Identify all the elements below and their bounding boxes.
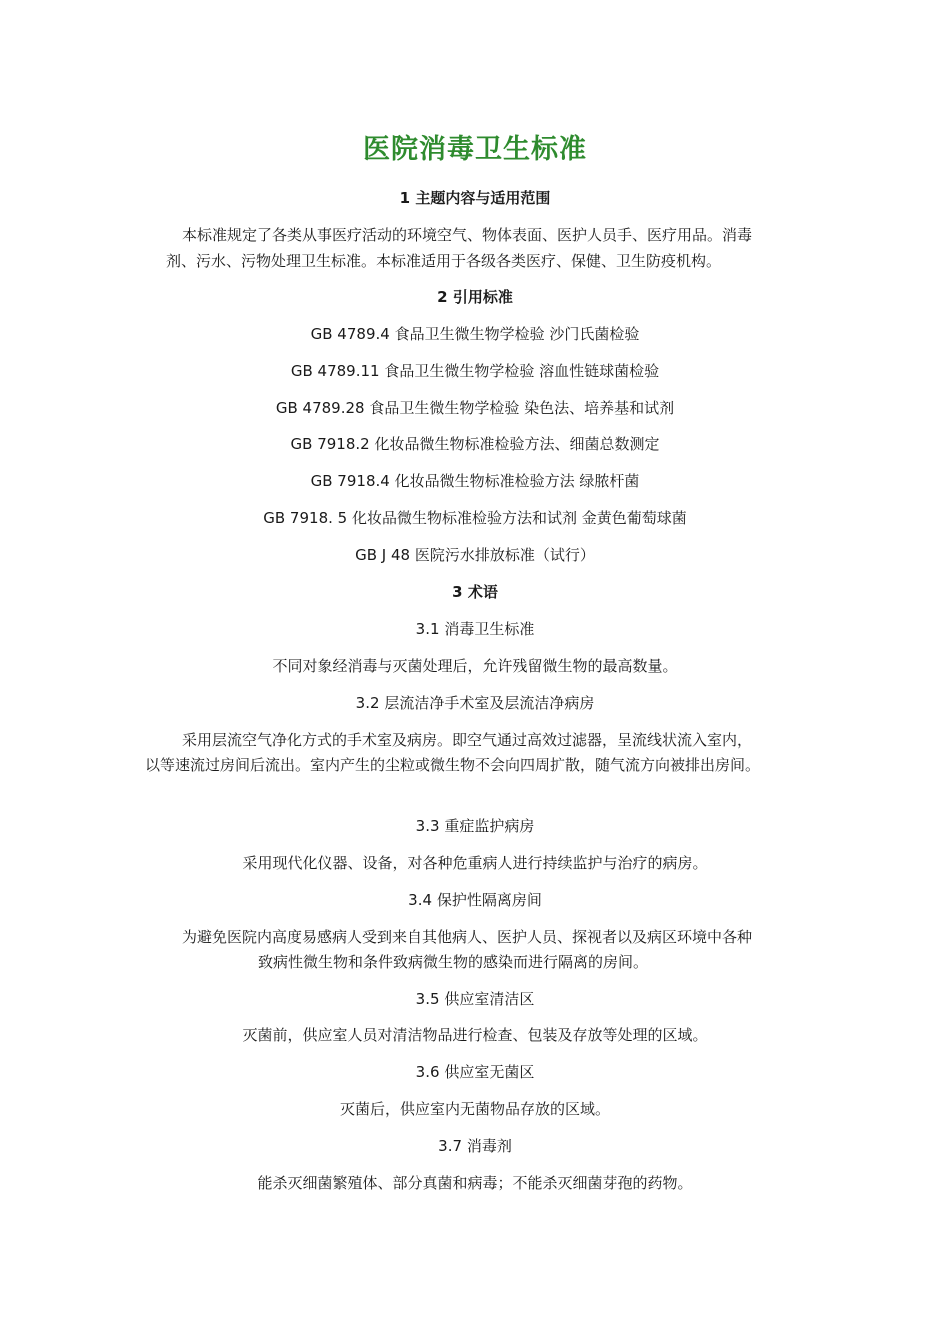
term-definition: 灭菌后，供应室内无菌物品存放的区域。 xyxy=(339,1100,610,1118)
reference-item xyxy=(0,433,950,455)
reference-code: GB 7918. 5 xyxy=(263,509,348,527)
section-1-body-line-1: 本标准规定了各类从事医疗活动的环境空气、物体表面、医护人员手、医疗用品。消毒 xyxy=(182,226,753,244)
reference-text: 化妆品微生物标准检验方法 绿脓杆菌 xyxy=(394,472,640,490)
section-3-heading xyxy=(0,581,950,603)
section-2-heading xyxy=(0,286,950,308)
reference-code: GB 4789.4 xyxy=(310,325,390,343)
reference-code: GB 4789.11 xyxy=(290,362,380,380)
reference-code: GB J 48 xyxy=(355,546,411,564)
term-definition: 为避免医院内高度易感病人受到来自其他病人、医护人员、探视者以及病区环境中各种 xyxy=(182,928,753,946)
term-heading xyxy=(0,618,950,640)
page-title: 医院消毒卫生标准 xyxy=(363,134,587,165)
term-number: 3.1 xyxy=(415,620,440,638)
term-number: 3.2 xyxy=(355,694,380,712)
reference-code: GB 4789.28 xyxy=(275,399,365,417)
term-definition: 采用层流空气净化方式的手术室及病房。即空气通过高效过滤器，呈流线状流入室内， xyxy=(182,731,753,749)
reference-item xyxy=(0,507,950,529)
reference-item xyxy=(0,360,950,382)
term-name: 保护性隔离房间 xyxy=(436,891,542,909)
reference-code: GB 7918.2 xyxy=(290,435,370,453)
term-definition: 灭菌前，供应室人员对清洁物品进行检查、包装及存放等处理的区域。 xyxy=(242,1026,708,1044)
section-number: 3 xyxy=(452,583,463,601)
term-name: 消毒剂 xyxy=(466,1137,512,1155)
reference-text: 化妆品微生物标准检验方法和试剂 金黄色葡萄球菌 xyxy=(351,509,687,527)
term-number: 3.6 xyxy=(415,1063,440,1081)
term-heading xyxy=(0,815,950,837)
section-number: 1 xyxy=(399,189,411,207)
reference-item xyxy=(0,470,950,492)
reference-text: 食品卫生微生物学检验 沙门氏菌检验 xyxy=(394,325,640,343)
term-definition: 以等速流过房间后流出。室内产生的尘粒或微生物不会向四周扩散，随气流方向被排出房间。 xyxy=(145,756,761,774)
term-name: 供应室无菌区 xyxy=(444,1063,535,1081)
term-definition: 致病性微生物和条件致病微生物的感染而进行隔离的房间。 xyxy=(258,953,649,971)
term-heading xyxy=(0,692,950,714)
reference-item xyxy=(0,397,950,419)
term-heading xyxy=(0,1061,950,1083)
section-1-body-line-2: 剂、污水、污物处理卫生标准。本标准适用于各级各类医疗、保健、卫生防疫机构。 xyxy=(166,252,722,270)
term-number: 3.7 xyxy=(438,1137,463,1155)
reference-code: GB 7918.4 xyxy=(310,472,390,490)
term-name: 层流洁净手术室及层流洁净病房 xyxy=(384,694,595,712)
term-definition: 采用现代化仪器、设备，对各种危重病人进行持续监护与治疗的病房。 xyxy=(242,854,708,872)
term-number: 3.4 xyxy=(408,891,433,909)
term-name: 消毒卫生标准 xyxy=(444,620,535,638)
term-number: 3.5 xyxy=(415,990,440,1008)
reference-item xyxy=(0,544,950,566)
reference-text: 医院污水排放标准（试行） xyxy=(414,546,595,564)
term-heading xyxy=(0,889,950,911)
term-heading xyxy=(0,988,950,1010)
section-title: 主题内容与适用范围 xyxy=(415,189,551,207)
section-title: 术语 xyxy=(467,583,498,601)
term-definition: 能杀灭细菌繁殖体、部分真菌和病毒；不能杀灭细菌芽孢的药物。 xyxy=(257,1174,693,1192)
section-1-heading xyxy=(0,187,950,209)
section-title: 引用标准 xyxy=(452,288,513,306)
term-number: 3.3 xyxy=(415,817,440,835)
term-definition: 不同对象经消毒与灭菌处理后，允许残留微生物的最高数量。 xyxy=(272,657,678,675)
term-name: 重症监护病房 xyxy=(444,817,535,835)
reference-text: 食品卫生微生物学检验 染色法、培养基和试剂 xyxy=(369,399,675,417)
reference-text: 化妆品微生物标准检验方法、细菌总数测定 xyxy=(374,435,660,453)
reference-item xyxy=(0,323,950,345)
section-number: 2 xyxy=(437,288,448,306)
term-heading xyxy=(0,1135,950,1157)
term-name: 供应室清洁区 xyxy=(444,990,535,1008)
reference-text: 食品卫生微生物学检验 溶血性链球菌检验 xyxy=(384,362,660,380)
